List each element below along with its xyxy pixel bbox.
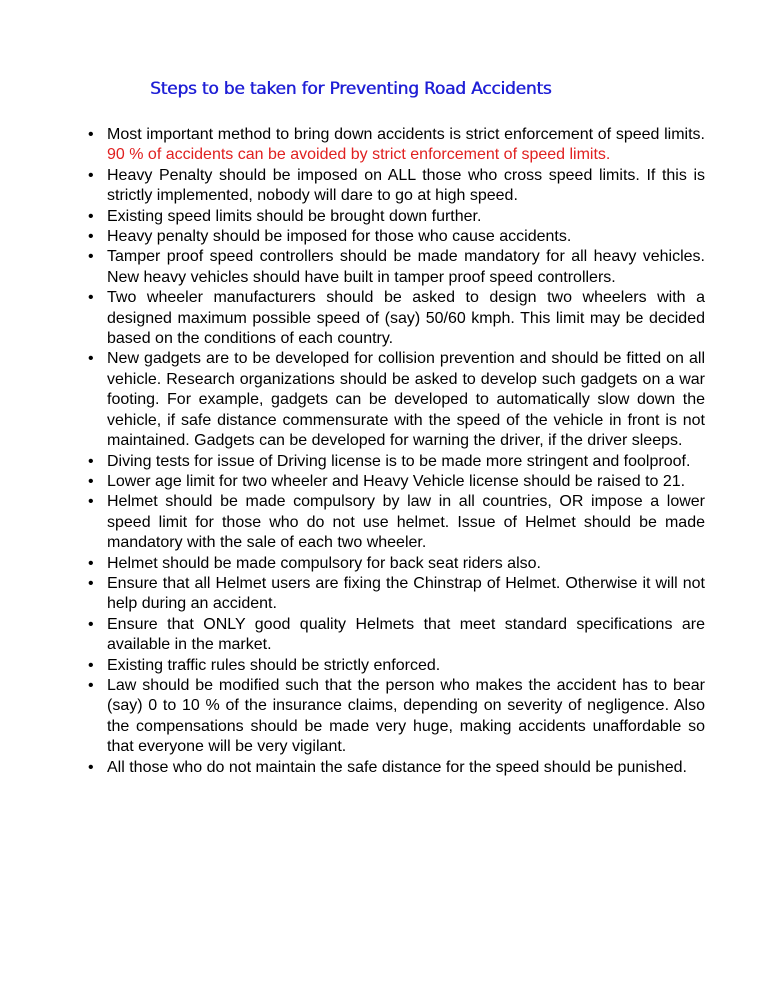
bullet-icon: • bbox=[88, 228, 94, 246]
bullet-icon: • bbox=[88, 554, 94, 572]
list-item bbox=[88, 349, 705, 451]
list-item bbox=[88, 452, 705, 472]
bullet-icon: • bbox=[88, 493, 94, 511]
bullet-icon: • bbox=[88, 350, 94, 368]
list-item bbox=[88, 574, 705, 615]
list-item-text: Helmet should be made compulsory by law in all countries, OR impose a lower speed limit for those who do not use helmet. Issue of Helmet should be made mandatory with the sale of each two wheeler. bbox=[107, 493, 705, 552]
list-item-text: Lower age limit for two wheeler and Heavy Vehicle license should be raised to 21. bbox=[107, 472, 686, 490]
list-item bbox=[88, 554, 705, 574]
bullet-icon: • bbox=[88, 166, 94, 184]
list-item-text: Helmet should be made compulsory for back seat riders also. bbox=[107, 554, 541, 572]
list-item bbox=[88, 247, 705, 288]
list-item bbox=[88, 758, 705, 778]
recommendations-list bbox=[88, 125, 705, 778]
list-item-text: Diving tests for issue of Driving license is to be made more stringent and foolproof. bbox=[107, 452, 691, 470]
list-item bbox=[88, 615, 705, 656]
bullet-icon: • bbox=[88, 126, 94, 143]
list-item bbox=[88, 472, 705, 492]
bullet-icon: • bbox=[88, 615, 94, 633]
bullet-icon: • bbox=[88, 656, 94, 674]
list-item bbox=[88, 288, 705, 349]
bullet-icon: • bbox=[88, 452, 94, 470]
list-item-text: New gadgets are to be developed for collision prevention and should be fitted on all vehicle. Research organizations should be asked to develop such gadgets on a war footing. For example, gadgets can be developed to automatically slow down the vehicle, if safe distance commensurate with the speed of the vehicle in front is not maintained. Gadgets can be developed for warning the driver, if the driver sleeps. bbox=[107, 350, 705, 450]
list-item bbox=[88, 656, 705, 676]
list-item bbox=[88, 676, 705, 758]
list-item-text: Heavy penalty should be imposed for those who cause accidents. bbox=[107, 228, 572, 246]
list-item bbox=[88, 492, 705, 553]
list-item bbox=[88, 166, 705, 207]
list-item bbox=[88, 125, 705, 166]
document-title: Steps to be taken for Preventing Road Accidents bbox=[150, 79, 552, 99]
bullet-icon: • bbox=[88, 289, 94, 307]
list-item bbox=[88, 227, 705, 247]
bullet-icon: • bbox=[88, 758, 94, 776]
bullet-icon: • bbox=[88, 207, 94, 225]
list-item-text: Ensure that all Helmet users are fixing the Chinstrap of Helmet. Otherwise it will not help during an accident. bbox=[107, 574, 705, 613]
list-item-text: Heavy Penalty should be imposed on ALL those who cross speed limits. If this is strictly implemented, nobody will dare to go at high speed. bbox=[107, 166, 705, 205]
bullet-icon: • bbox=[88, 676, 94, 694]
list-item-text: Most important method to bring down accidents is strict enforcement of speed limits. bbox=[107, 126, 705, 143]
highlighted-statement: 90 % of accidents can be avoided by strict enforcement of speed limits. bbox=[107, 146, 611, 164]
list-item bbox=[88, 207, 705, 227]
bullet-icon: • bbox=[88, 472, 94, 490]
list-item-text: Two wheeler manufacturers should be asked to design two wheelers with a designed maximum possible speed of (say) 50/60 kmph. This limit may be decided based on the conditions of each country. bbox=[107, 289, 705, 348]
bullet-icon: • bbox=[88, 574, 94, 592]
list-item-text: Law should be modified such that the person who makes the accident has to bear (say) 0 to 10 % of the insurance claims, depending on severity of negligence. Also the compensations should be made very huge, making accidents unaffordable so that everyone will be very vigilant. bbox=[107, 676, 705, 756]
bullet-icon: • bbox=[88, 248, 94, 266]
list-item-text: Existing speed limits should be brought down further. bbox=[107, 207, 482, 225]
list-item-text: Ensure that ONLY good quality Helmets that meet standard specifications are available in the market. bbox=[107, 615, 705, 654]
list-item-text: Existing traffic rules should be strictly enforced. bbox=[107, 656, 441, 674]
list-item-text: Tamper proof speed controllers should be made mandatory for all heavy vehicles. New heavy vehicles should have built in tamper proof speed controllers. bbox=[107, 248, 705, 286]
list-item-text: All those who do not maintain the safe distance for the speed should be punished. bbox=[107, 758, 687, 776]
